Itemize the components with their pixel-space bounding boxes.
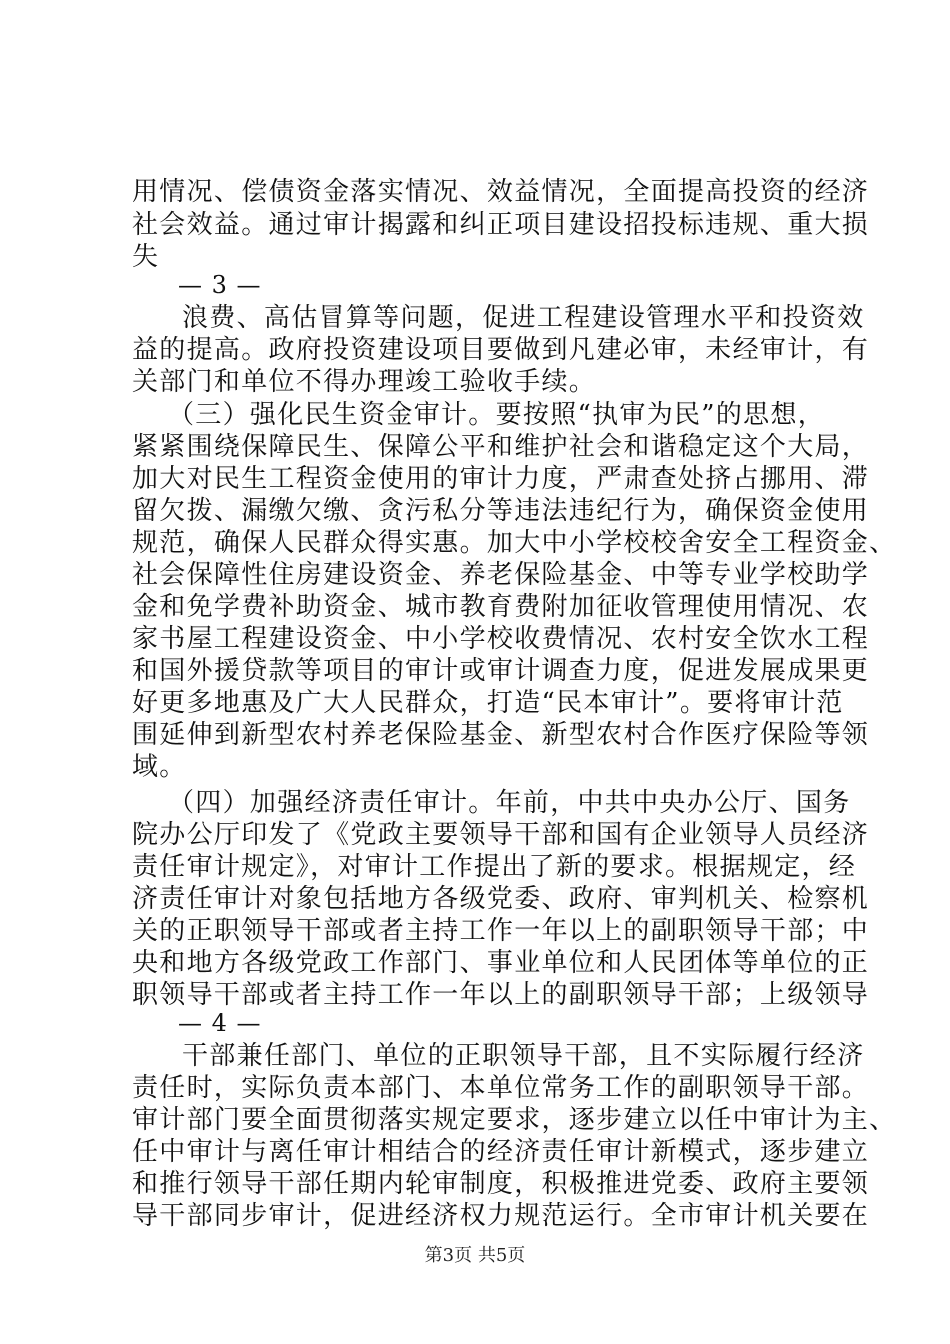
text-line: 益的提高。政府投资建设项目要做到凡建必审，未经审计，有 [132,335,870,365]
text-line: 围延伸到新型农村养老保险基金、新型农村合作医疗保险等领 [132,720,870,750]
text-line: 责任审计规定》，对审计工作提出了新的要求。根据规定，经 [132,852,857,882]
text-line: 干部兼任部门、单位的正职领导干部，且不实际履行经济 [182,1041,865,1071]
text-line: 加大对民生工程资金使用的审计力度，严肃查处挤占挪用、滞 [132,464,870,494]
page-footer: 第3页 共5页 [424,1245,526,1266]
text-line: 浪费、高估冒算等问题，促进工程建设管理水平和投资效 [182,303,865,333]
text-line: 社会保障性住房建设资金、养老保险基金、中等专业学校助学 [132,560,870,590]
text-line: 失 [132,242,160,272]
text-line: 好更多地惠及广大人民群众，打造“民本审计”。要将审计范 [132,688,844,718]
text-line: 留欠拨、漏缴欠缴、贪污私分等违法违纪行为，确保资金使用 [132,496,870,526]
text-line: 院办公厅印发了《党政主要领导干部和国有企业领导人员经济 [132,820,870,850]
page-number-marker: — 3 — [178,271,262,299]
text-line: 职领导干部或者主持工作一年以上的副职领导干部；上级领导 [132,980,870,1010]
text-line: 金和免学费补助资金、城市教育费附加征收管理使用情况、农 [132,592,870,622]
section-heading-3: （三）强化民生资金审计。要按照“执审为民”的思想， [168,400,826,430]
text-line: 用情况、偿债资金落实情况、效益情况，全面提高投资的经济 [132,177,870,207]
page-number-marker: — 4 — [178,1009,262,1037]
text-line: 央和地方各级党政工作部门、事业单位和人民团体等单位的正 [132,948,870,978]
text-line: 任中审计与离任审计相结合的经济责任审计新模式，逐步建立 [132,1137,870,1167]
text-line: 家书屋工程建设资金、中小学校收费情况、农村安全饮水工程 [132,624,870,654]
text-line: 和推行领导干部任期内轮审制度，积极推进党委、政府主要领 [132,1169,870,1199]
text-line: 济责任审计对象包括地方各级党委、政府、审判机关、检察机 [132,884,870,914]
text-line: 规范，确保人民群众得实惠。加大中小学校校舍安全工程资金、 [132,528,897,558]
text-line: 导干部同步审计，促进经济权力规范运行。全市审计机关要在 [132,1201,870,1231]
text-line: 关的正职领导干部或者主持工作一年以上的副职领导干部；中 [132,916,870,946]
text-line: 社会效益。通过审计揭露和纠正项目建设招投标违规、重大损 [132,210,870,240]
text-line: 关部门和单位不得办理竣工验收手续。 [132,367,597,397]
section-heading-4: （四）加强经济责任审计。年前，中共中央办公厅、国务 [168,788,851,818]
text-line: 审计部门要全面贯彻落实规定要求，逐步建立以任中审计为主、 [132,1105,897,1135]
text-line: 和国外援贷款等项目的审计或审计调查力度，促进发展成果更 [132,656,870,686]
text-line: 紧紧围绕保障民生、保障公平和维护社会和谐稳定这个大局， [132,432,870,462]
text-line: 域。 [132,752,187,782]
text-line: 责任时，实际负责本部门、本单位常务工作的副职领导干部。 [132,1073,870,1103]
